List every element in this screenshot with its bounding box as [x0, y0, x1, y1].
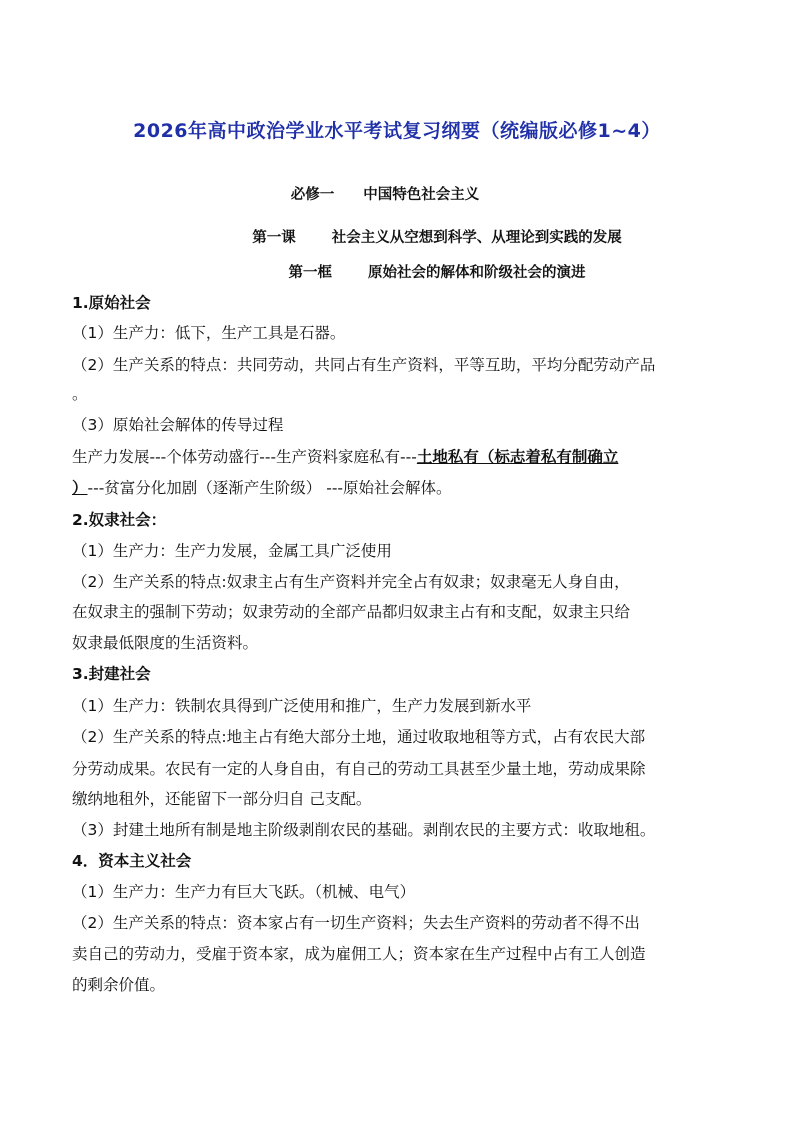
paragraph-line: 缴纳地租外，还能留下一部分归自 己支配。 — [72, 790, 372, 808]
frame-label: 第一框 — [288, 265, 332, 281]
paragraph-line: （2）生产关系的特点：共同劳动，共同占有生产资料，平等互助，平均分配劳动产品 — [72, 356, 656, 374]
chain-line — [72, 478, 452, 498]
chain-text: 生产力发展---个体劳动盛行---生产资料家庭私有--- — [72, 448, 417, 466]
chain-text: ---贫富分化加剧（逐渐产生阶级） ---原始社会解体。 — [87, 479, 452, 497]
book-heading: 必修一 中国特色社会主义 — [290, 187, 480, 203]
paragraph-line: 在奴隶主的强制下劳动；奴隶劳动的全部产品都归奴隶主占有和支配，奴隶主只给 — [72, 603, 631, 621]
paragraph-line: （1）生产力：低下，生产工具是石器。 — [72, 324, 346, 342]
paragraph-line: 。 — [72, 385, 88, 403]
paragraph-line: （3）原始社会解体的传导过程 — [72, 416, 284, 434]
paragraph-line: （1）生产力：生产力有巨大飞跃。（机械、电气） — [72, 883, 416, 901]
paragraph-line: （2）生产关系的特点:地主占有绝大部分土地，通过收取地租等方式，占有农民大部 — [72, 728, 646, 746]
chain-line — [72, 447, 618, 467]
document-title: 2026年高中政治学业水平考试复习纲要（统编版必修1~4） — [133, 120, 661, 142]
lesson-name: 社会主义从空想到科学、从理论到实践的发展 — [331, 230, 622, 246]
paragraph-line: 奴隶最低限度的生活资料。 — [72, 634, 259, 652]
paragraph-line: （1）生产力：铁制农具得到广泛使用和推广，生产力发展到新水平 — [72, 697, 532, 715]
paragraph-line: （2）生产关系的特点:奴隶主占有生产资料并完全占有奴隶；奴隶毫无人身自由， — [72, 573, 630, 591]
section-heading: 4．资本主义社会 — [72, 852, 192, 870]
paragraph-line: 分劳动成果。农民有一定的人身自由，有自己的劳动工具甚至少量土地，劳动成果除 — [72, 760, 646, 778]
paragraph-line: （1）生产力：生产力发展，金属工具广泛使用 — [72, 542, 392, 560]
frame-heading — [40, 261, 794, 282]
section-heading: 1.原始社会 — [72, 294, 151, 312]
paragraph-line: （3）封建土地所有制是地主阶级剥削农民的基础。剥削农民的主要方式：收取地租。 — [72, 821, 656, 839]
paragraph-line: 的剩余价值。 — [72, 976, 166, 994]
section-heading: 3.封建社会 — [72, 665, 151, 683]
lesson-label: 第一课 — [252, 230, 296, 246]
paragraph-line: （2）生产关系的特点：资本家占有一切生产资料；失去生产资料的劳动者不得不出 — [72, 914, 640, 932]
lesson-heading — [40, 226, 794, 247]
underlined-key-point: 土地私有（标志着私有制确立 — [416, 448, 619, 466]
underlined-key-point: ） — [72, 479, 88, 497]
frame-name: 原始社会的解体和阶级社会的演进 — [368, 265, 586, 281]
paragraph-line: 卖自己的劳动力，受雇于资本家，成为雇佣工人；资本家在生产过程中占有工人创造 — [72, 945, 646, 963]
section-heading: 2.奴隶社会： — [72, 511, 167, 529]
